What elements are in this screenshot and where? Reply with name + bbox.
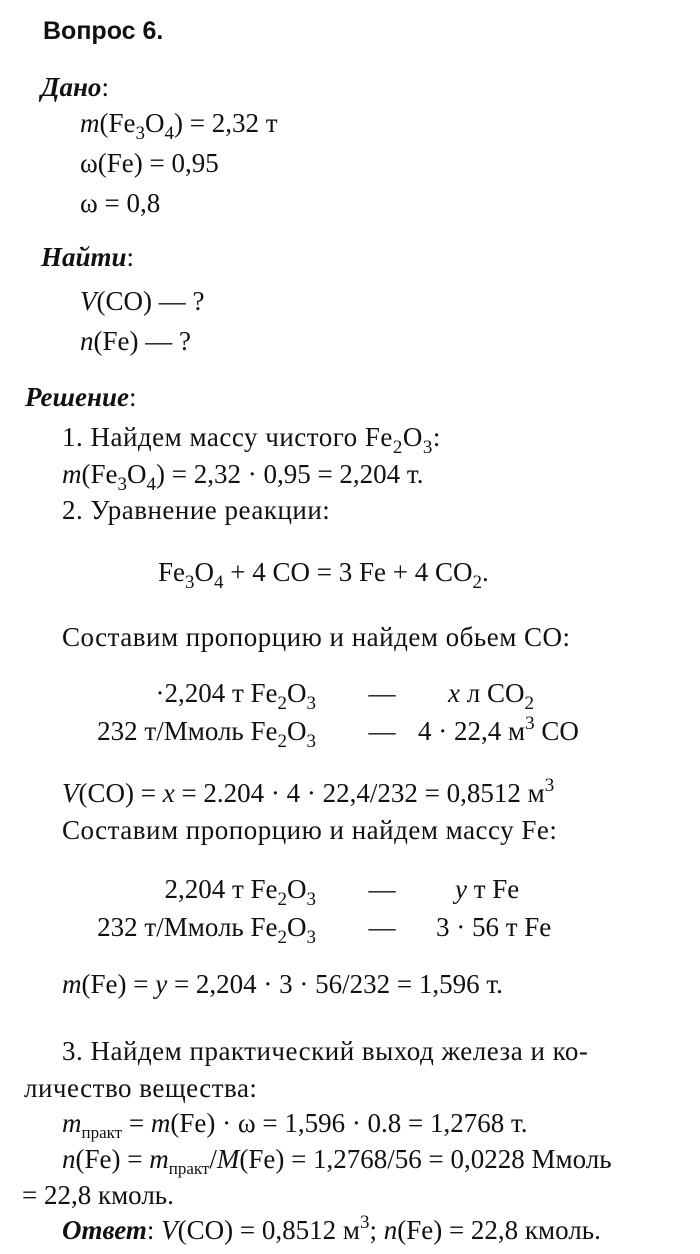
proportion-fe-intro: Составим пропорцию и найдем массу Fe:: [62, 815, 558, 845]
answer-colon: :: [146, 1215, 162, 1245]
given-yield-fraction: ω = 0,8: [80, 188, 161, 218]
given-mass-fe3o4: $m(Fe_3O_4) = 2,32$ т: [80, 108, 278, 144]
given-label-text: Дано: [41, 72, 102, 102]
amount-fe-calculation-line-1: $n(Fe) = m_{практ}/M(Fe) = 1,2768/56 = 0,0228$ Ммоль: [62, 1144, 612, 1178]
proportion-co-dash: —: [368, 678, 396, 708]
proportion-co-left: 232 т/Ммоль $Fe_2O_3$: [97, 716, 316, 752]
given-label: Дано:: [41, 72, 109, 102]
solution-label: Решение:: [25, 382, 137, 412]
step1-text: 1. Найдем массу чистого $Fe_2O_3$:: [62, 422, 441, 458]
find-volume-co: V(CO) — ?: [80, 286, 205, 316]
amount-fe-calculation-line-2: = 22,8 кмоль.: [22, 1180, 174, 1210]
practical-mass-calculation: $m_{практ} = m(Fe) \cdot \omega = 1,596 \cdot 0.8 = 1,2768$ т.: [62, 1108, 528, 1142]
answer-text: V(CO) = 0,8512 $м^3$; n(Fe) = 22,8 кмоль.: [161, 1212, 601, 1245]
proportion-co-intro: Составим пропорцию и найдем обьем CO:: [62, 622, 571, 652]
proportion-fe-right: 3 · 56 т Fe: [436, 912, 552, 942]
mass-fe-calculation: m(Fe) = y = 2,204 · 3 · 56/232 = 1,596 т.: [62, 969, 503, 999]
proportion-fe-right: y т Fe: [455, 874, 520, 904]
proportion-fe-left: 232 т/Ммоль $Fe_2O_3$: [97, 912, 316, 948]
step2-text: 2. Уравнение реакции:: [62, 495, 331, 525]
proportion-co-dash: —: [368, 716, 396, 746]
proportion-co-left: ·2,204 т $Fe_2O_3$: [155, 678, 316, 714]
volume-co-calculation: V(CO) = x = 2.204 · 4 · 22,4/232 = 0,8512 $м^3$: [62, 775, 555, 808]
reaction-equation: $Fe_3O_4 + 4$ CO = 3 Fe + 4 $CO_2$.: [158, 557, 489, 593]
answer-line: [62, 1213, 601, 1247]
solution-label-text: Решение: [25, 382, 129, 412]
proportion-fe-dash: —: [368, 912, 396, 942]
proportion-co-right: x л $CO_2$: [448, 678, 534, 714]
step3-text-line-1: 3. Найдем практический выход железа и ко-: [62, 1036, 589, 1066]
given-mass-fraction-fe: ω(Fe) = 0,95: [80, 148, 219, 178]
proportion-fe-dash: —: [368, 874, 396, 904]
question-title: Вопрос 6.: [43, 17, 164, 45]
find-amount-fe: n(Fe) — ?: [80, 326, 191, 356]
step1-calculation: $m(Fe_3O_4) = 2,32 \cdot 0,95 = 2,204$ т.: [62, 459, 424, 495]
find-label: Найти:: [41, 242, 135, 272]
proportion-fe-row-1: [0, 872, 700, 910]
proportion-co-right: 4 · 22,4 $м^3$ CO: [418, 713, 579, 746]
proportion-co-row-2: [0, 713, 700, 752]
answer-label: Ответ: [62, 1215, 147, 1245]
proportion-fe-left: 2,204 т $Fe_2O_3$: [164, 874, 316, 910]
find-label-text: Найти: [41, 242, 127, 272]
step3-text-line-2: личество вещества:: [24, 1073, 258, 1103]
proportion-co-row-1: [0, 676, 700, 714]
proportion-fe-row-2: [0, 910, 700, 948]
